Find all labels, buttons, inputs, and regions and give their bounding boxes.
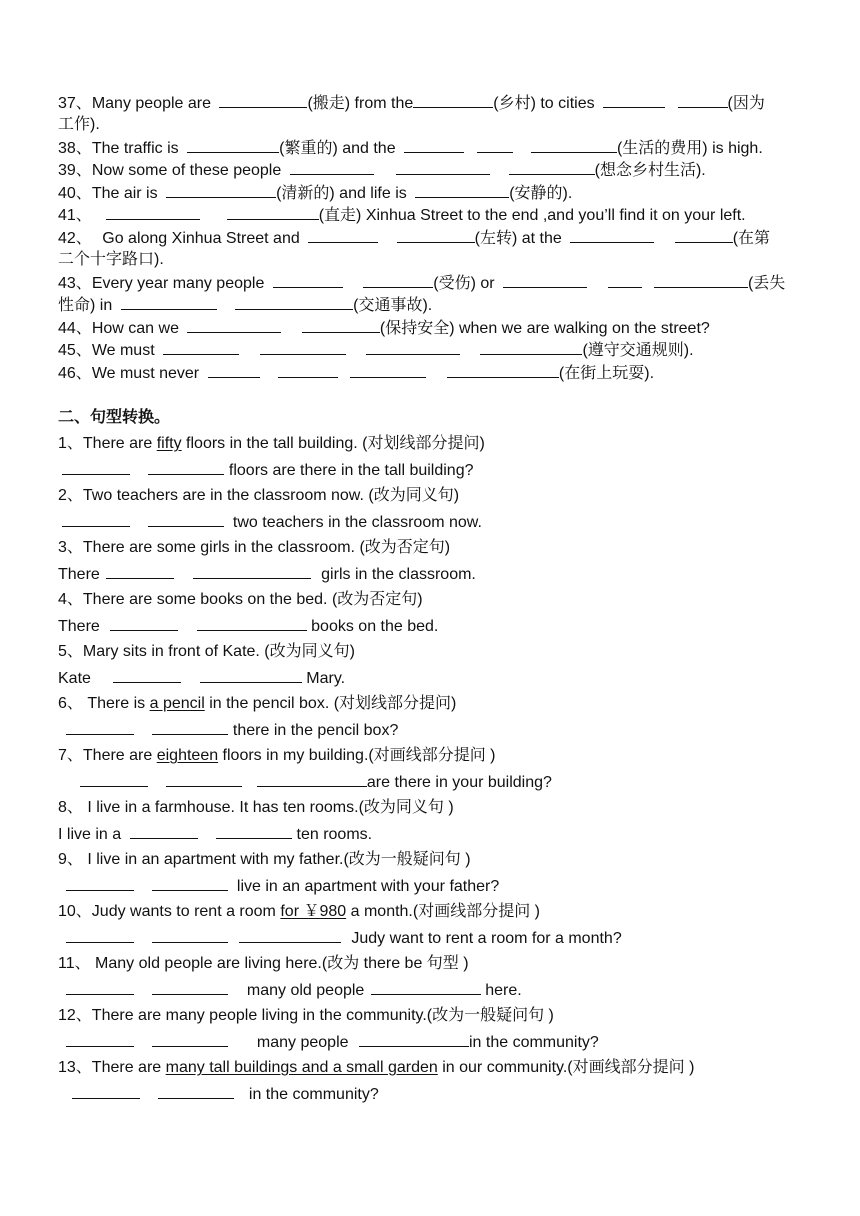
question-46 bbox=[58, 362, 812, 386]
question-text: (乡村) to cities bbox=[493, 95, 595, 112]
question-text: (生活的费用) is high. bbox=[616, 140, 763, 157]
question-text: in our community.(对画线部分提问 ) bbox=[437, 1059, 695, 1076]
transform-question-11 bbox=[58, 953, 812, 976]
answer-blank[interactable] bbox=[359, 1031, 469, 1047]
question-text: 工作). bbox=[58, 116, 100, 133]
question-43-line2 bbox=[58, 294, 812, 318]
answer-blank[interactable] bbox=[106, 204, 200, 220]
question-number: 40、 bbox=[58, 185, 92, 202]
answer-blank[interactable] bbox=[273, 272, 343, 288]
question-text: a month.(对画线部分提问 ) bbox=[346, 903, 540, 920]
answer-text: books on the bed. bbox=[311, 618, 439, 635]
answer-blank[interactable] bbox=[66, 719, 134, 735]
underlined-phrase: a pencil bbox=[149, 695, 205, 712]
answer-blank[interactable] bbox=[152, 1031, 228, 1047]
underlined-phrase: many tall buildings and a small garden bbox=[165, 1059, 438, 1076]
question-38 bbox=[58, 137, 812, 161]
question-number: 45、 bbox=[58, 342, 92, 359]
answer-line-3 bbox=[58, 563, 812, 587]
answer-blank[interactable] bbox=[413, 92, 493, 108]
answer-blank[interactable] bbox=[187, 137, 279, 153]
answer-blank[interactable] bbox=[166, 771, 242, 787]
answer-blank[interactable] bbox=[350, 362, 426, 378]
answer-blank[interactable] bbox=[148, 511, 224, 527]
question-number: 46、 bbox=[58, 365, 92, 382]
transform-question-2 bbox=[58, 485, 812, 508]
answer-blank[interactable] bbox=[366, 339, 460, 355]
question-text: 5、Mary sits in front of Kate. (改为同义句) bbox=[58, 643, 355, 660]
answer-blank[interactable] bbox=[72, 1083, 140, 1099]
transform-question-12 bbox=[58, 1005, 812, 1028]
question-number: 39、 bbox=[58, 162, 92, 179]
question-number: 37、 bbox=[58, 95, 92, 112]
answer-blank[interactable] bbox=[200, 667, 302, 683]
question-text: 10、Judy wants to rent a room bbox=[58, 903, 281, 920]
answer-blank[interactable] bbox=[130, 823, 198, 839]
question-43 bbox=[58, 272, 812, 296]
question-text: (因为 bbox=[727, 95, 765, 112]
transform-question-9 bbox=[58, 849, 812, 872]
question-text: 8、 I live in a farmhouse. It has ten rooms.(改为同义句 ) bbox=[58, 799, 454, 816]
answer-blank[interactable] bbox=[66, 1031, 134, 1047]
answer-blank[interactable] bbox=[197, 615, 307, 631]
question-40 bbox=[58, 182, 812, 206]
answer-blank[interactable] bbox=[66, 927, 134, 943]
answer-blank[interactable] bbox=[570, 227, 654, 243]
question-text: 13、There are bbox=[58, 1059, 166, 1076]
question-text: (想念乡村生活). bbox=[594, 162, 706, 179]
question-text: (在第 bbox=[732, 230, 771, 247]
question-text: How can we bbox=[91, 320, 179, 337]
section-heading: 二、句型转换。 bbox=[58, 409, 171, 426]
answer-text: in the community? bbox=[248, 1086, 379, 1103]
transform-question-13 bbox=[58, 1057, 812, 1080]
answer-blank[interactable] bbox=[163, 339, 239, 355]
question-text: Many people are bbox=[91, 95, 211, 112]
question-42-line2 bbox=[58, 249, 812, 272]
underlined-phrase: for ￥980 bbox=[280, 903, 347, 920]
answer-blank[interactable] bbox=[260, 339, 346, 355]
question-text: The traffic is bbox=[91, 140, 179, 157]
question-text: 9、 I live in an apartment with my father.(改为一般疑问句 ) bbox=[58, 851, 471, 868]
answer-blank[interactable] bbox=[148, 459, 224, 475]
question-number: 42、 bbox=[58, 230, 92, 247]
question-text: 二个十字路口). bbox=[58, 251, 164, 268]
question-37 bbox=[58, 92, 812, 116]
question-text: 3、There are some girls in the classroom. (改为否定句) bbox=[58, 539, 451, 556]
question-text: 性命) in bbox=[58, 297, 113, 314]
answer-blank[interactable] bbox=[447, 362, 559, 378]
answer-blank[interactable] bbox=[675, 227, 733, 243]
answer-blank[interactable] bbox=[216, 823, 292, 839]
answer-blank[interactable] bbox=[113, 667, 181, 683]
answer-blank[interactable] bbox=[531, 137, 617, 153]
answer-line-8 bbox=[58, 823, 812, 847]
answer-blank[interactable] bbox=[106, 563, 174, 579]
question-text: (安静的). bbox=[509, 185, 573, 202]
question-text: (清新的) and life is bbox=[276, 185, 407, 202]
answer-text: many people bbox=[256, 1034, 349, 1051]
answer-blank[interactable] bbox=[363, 272, 433, 288]
answer-blank[interactable] bbox=[308, 227, 378, 243]
answer-text: live in an apartment with your father? bbox=[236, 878, 500, 895]
question-number: 44、 bbox=[58, 320, 92, 337]
answer-blank[interactable] bbox=[80, 771, 148, 787]
answer-blank[interactable] bbox=[503, 272, 587, 288]
transform-question-4 bbox=[58, 589, 812, 612]
answer-blank[interactable] bbox=[235, 294, 353, 310]
answer-blank[interactable] bbox=[509, 159, 595, 175]
answer-blank[interactable] bbox=[603, 92, 665, 108]
underlined-phrase: eighteen bbox=[156, 747, 219, 764]
question-text: floors in my building.(对画线部分提问 ) bbox=[218, 747, 496, 764]
question-text: 7、There are bbox=[58, 747, 157, 764]
question-text: (遵守交通规则). bbox=[582, 342, 694, 359]
answer-blank[interactable] bbox=[110, 615, 178, 631]
answer-blank[interactable] bbox=[66, 979, 134, 995]
question-number: 41、 bbox=[58, 207, 92, 224]
answer-blank[interactable] bbox=[290, 159, 374, 175]
transform-question-3 bbox=[58, 537, 812, 560]
answer-line-1 bbox=[58, 459, 812, 483]
answer-text: Kate bbox=[58, 670, 91, 687]
answer-line-9 bbox=[58, 875, 812, 899]
answer-blank[interactable] bbox=[62, 511, 130, 527]
answer-blank[interactable] bbox=[66, 875, 134, 891]
answer-blank[interactable] bbox=[477, 137, 513, 153]
transform-question-1 bbox=[58, 433, 812, 456]
question-text: in the pencil box. (对划线部分提问) bbox=[204, 695, 457, 712]
question-text: floors in the tall building. (对划线部分提问) bbox=[181, 435, 485, 452]
question-42 bbox=[58, 227, 812, 251]
answer-text: two teachers in the classroom now. bbox=[232, 514, 482, 531]
answer-blank[interactable] bbox=[608, 272, 642, 288]
answer-text: There bbox=[58, 618, 100, 635]
answer-text: girls in the classroom. bbox=[321, 566, 476, 583]
answer-blank[interactable] bbox=[152, 979, 228, 995]
transform-question-10 bbox=[58, 901, 812, 924]
answer-blank[interactable] bbox=[239, 927, 341, 943]
answer-line-13 bbox=[58, 1083, 812, 1107]
answer-text: floors are there in the tall building? bbox=[228, 462, 474, 479]
question-text: (受伤) or bbox=[433, 275, 495, 292]
answer-text: Judy want to rent a room for a month? bbox=[351, 930, 622, 947]
answer-text: many old people bbox=[246, 982, 365, 999]
answer-blank[interactable] bbox=[152, 719, 228, 735]
question-number: 43、 bbox=[58, 275, 92, 292]
answer-line-4 bbox=[58, 615, 812, 639]
answer-blank[interactable] bbox=[654, 272, 748, 288]
question-text: Go along Xinhua Street and bbox=[102, 230, 300, 247]
question-text: (搬走) from the bbox=[307, 95, 414, 112]
answer-blank[interactable] bbox=[152, 875, 228, 891]
answer-text: here. bbox=[485, 982, 522, 999]
transform-question-7 bbox=[58, 745, 812, 768]
answer-blank[interactable] bbox=[219, 92, 307, 108]
answer-blank[interactable] bbox=[227, 204, 319, 220]
answer-blank[interactable] bbox=[158, 1083, 234, 1099]
question-text: (丢失 bbox=[747, 275, 786, 292]
answer-text: there in the pencil box? bbox=[232, 722, 399, 739]
answer-blank[interactable] bbox=[166, 182, 276, 198]
answer-line-10 bbox=[58, 927, 812, 951]
question-39 bbox=[58, 159, 812, 183]
question-text: 11、 Many old people are living here.(改为 there be 句型 ) bbox=[58, 955, 469, 972]
answer-text: are there in your building? bbox=[366, 774, 552, 791]
question-text: (保持安全) when we are walking on the street? bbox=[379, 320, 710, 337]
answer-blank[interactable] bbox=[302, 317, 380, 333]
question-text: 2、Two teachers are in the classroom now. (改为同义句) bbox=[58, 487, 460, 504]
transform-question-6 bbox=[58, 693, 812, 716]
question-text: The air is bbox=[91, 185, 158, 202]
question-41 bbox=[58, 204, 812, 228]
answer-line-12 bbox=[58, 1031, 812, 1055]
answer-blank[interactable] bbox=[193, 563, 311, 579]
answer-text: There bbox=[58, 566, 100, 583]
answer-blank[interactable] bbox=[397, 227, 475, 243]
answer-blank[interactable] bbox=[208, 362, 260, 378]
answer-line-5 bbox=[58, 667, 812, 691]
answer-blank[interactable] bbox=[371, 979, 481, 995]
question-text: 4、There are some books on the bed. (改为否定句) bbox=[58, 591, 423, 608]
answer-text: in the community? bbox=[468, 1034, 599, 1051]
question-37-line2 bbox=[58, 114, 812, 137]
question-text: (直走) Xinhua Street to the end ,and you’ll find it on your left. bbox=[318, 207, 746, 224]
question-text: 1、There are bbox=[58, 435, 157, 452]
answer-text: I live in a bbox=[58, 826, 122, 843]
answer-blank[interactable] bbox=[415, 182, 509, 198]
answer-blank[interactable] bbox=[62, 459, 130, 475]
question-45 bbox=[58, 339, 812, 363]
answer-line-6 bbox=[58, 719, 812, 743]
question-text: 6、 There is bbox=[58, 695, 150, 712]
answer-text: Mary. bbox=[306, 670, 346, 687]
transform-question-5 bbox=[58, 641, 812, 664]
answer-blank[interactable] bbox=[152, 927, 228, 943]
answer-blank[interactable] bbox=[278, 362, 338, 378]
answer-blank[interactable] bbox=[404, 137, 464, 153]
question-44 bbox=[58, 317, 812, 341]
answer-blank[interactable] bbox=[396, 159, 490, 175]
question-text: Every year many people bbox=[91, 275, 265, 292]
answer-text: ten rooms. bbox=[296, 826, 373, 843]
question-text: (交通事故). bbox=[353, 297, 433, 314]
answer-line-11 bbox=[58, 979, 812, 1003]
answer-blank[interactable] bbox=[257, 771, 367, 787]
question-text: 12、There are many people living in the community.(改为一般疑问句 ) bbox=[58, 1007, 554, 1024]
answer-blank[interactable] bbox=[678, 92, 728, 108]
transform-question-8 bbox=[58, 797, 812, 820]
question-number: 38、 bbox=[58, 140, 92, 157]
question-text: (左转) at the bbox=[474, 230, 562, 247]
answer-line-7 bbox=[58, 771, 812, 795]
question-text: Now some of these people bbox=[91, 162, 282, 179]
question-text: We must never bbox=[91, 365, 200, 382]
answer-line-2 bbox=[58, 511, 812, 535]
answer-blank[interactable] bbox=[480, 339, 582, 355]
question-text: We must bbox=[91, 342, 155, 359]
underlined-phrase: fifty bbox=[156, 435, 182, 452]
answer-blank[interactable] bbox=[187, 317, 281, 333]
question-text: (繁重的) and the bbox=[279, 140, 396, 157]
answer-blank[interactable] bbox=[121, 294, 217, 310]
question-text: (在街上玩耍). bbox=[558, 365, 655, 382]
